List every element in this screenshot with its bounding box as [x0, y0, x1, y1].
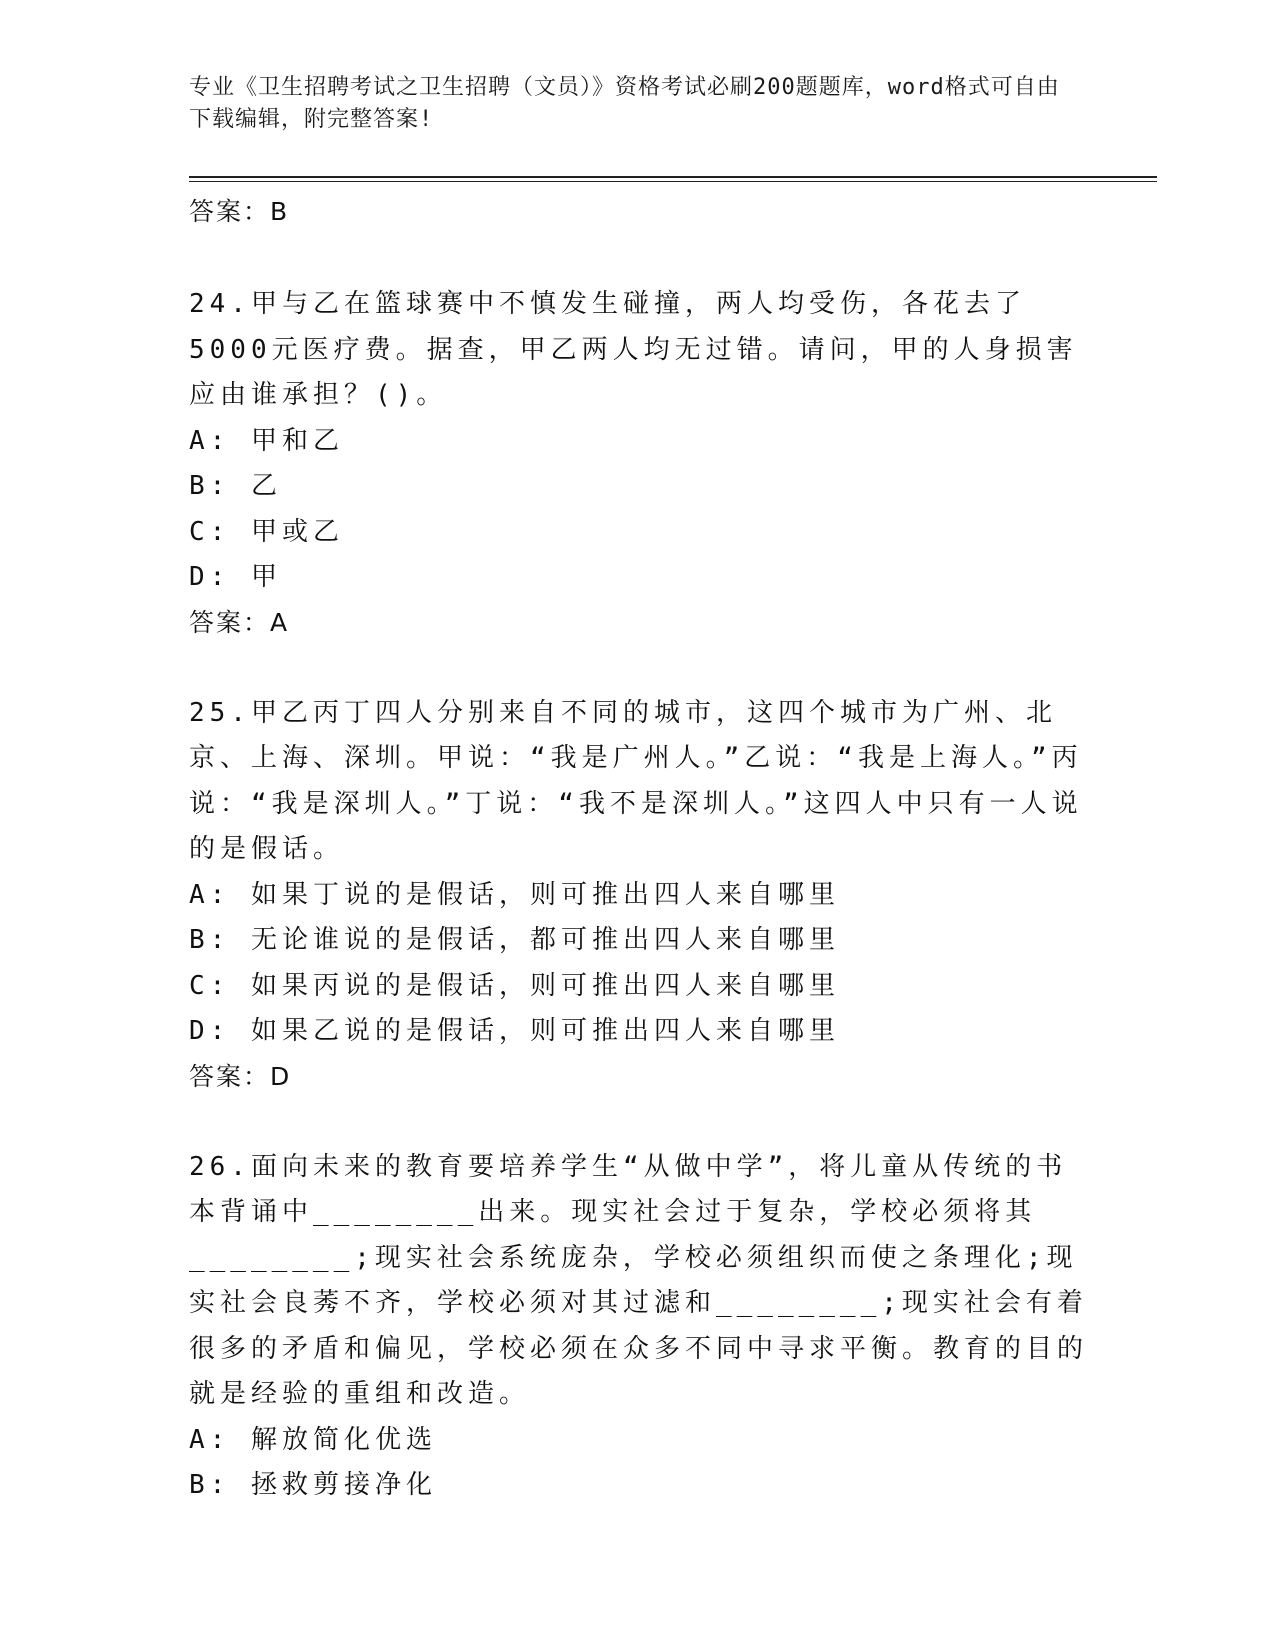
question-answer: 答案：A	[189, 607, 290, 637]
question-26	[189, 1145, 1089, 1509]
header-divider-thin	[189, 181, 1157, 182]
option-a: A: 甲和乙	[189, 425, 344, 456]
option-b: B: 乙	[189, 471, 282, 501]
option-d: D: 如果乙说的是假话，则可推出四人来自哪里	[189, 1016, 840, 1046]
option-c: C: 甲或乙	[189, 516, 344, 547]
question-text: 24.甲与乙在篮球赛中不慎发生碰撞，两人均受伤，各花去了5000元医疗费。据查，甲乙两人均无过错。请问，甲的人身损害应由谁承担？()。	[189, 289, 1078, 410]
header-divider-thick	[189, 176, 1157, 178]
option-a: A: 解放简化优选	[189, 1424, 437, 1455]
question-25	[189, 691, 1089, 1099]
question-24	[189, 282, 1089, 645]
option-c: C: 如果丙说的是假话，则可推出四人来自哪里	[189, 970, 840, 1001]
page-header: 专业《卫生招聘考试之卫生招聘（文员）》资格考试必刷200题题库，word格式可自由下载编辑，附完整答案!	[189, 75, 1060, 132]
previous-answer: 答案：B	[189, 197, 290, 226]
option-b: B: 无论谁说的是假话，都可推出四人来自哪里	[189, 925, 840, 955]
question-answer: 答案：D	[189, 1061, 292, 1091]
option-b: B: 拯救剪接净化	[189, 1470, 437, 1500]
option-a: A: 如果丁说的是假话，则可推出四人来自哪里	[189, 879, 840, 910]
question-text: 25.甲乙丙丁四人分别来自不同的城市，这四个城市为广州、北京、上海、深圳。甲说：“我是广州人。”乙说：“我是上海人。”丙说：“我是深圳人。”丁说：“我不是深圳人。”这四人中只有一人说的是假话。	[189, 697, 1083, 864]
question-text: 26.面向未来的教育要培养学生“从做中学”，将儿童从传统的书本背诵中________出来。现实社会过于复杂，学校必须将其________;现实社会系统庞杂，学校必须组织而使之条理化;现实社会良莠不齐，学校必须对其过滤和________;现实社会有着很多的矛盾和偏见，学校必须在众多不同中寻求平衡。教育的目的就是经验的重组和改造。	[189, 1151, 1089, 1409]
document-body	[189, 190, 1089, 1509]
option-d: D: 甲	[189, 562, 282, 592]
